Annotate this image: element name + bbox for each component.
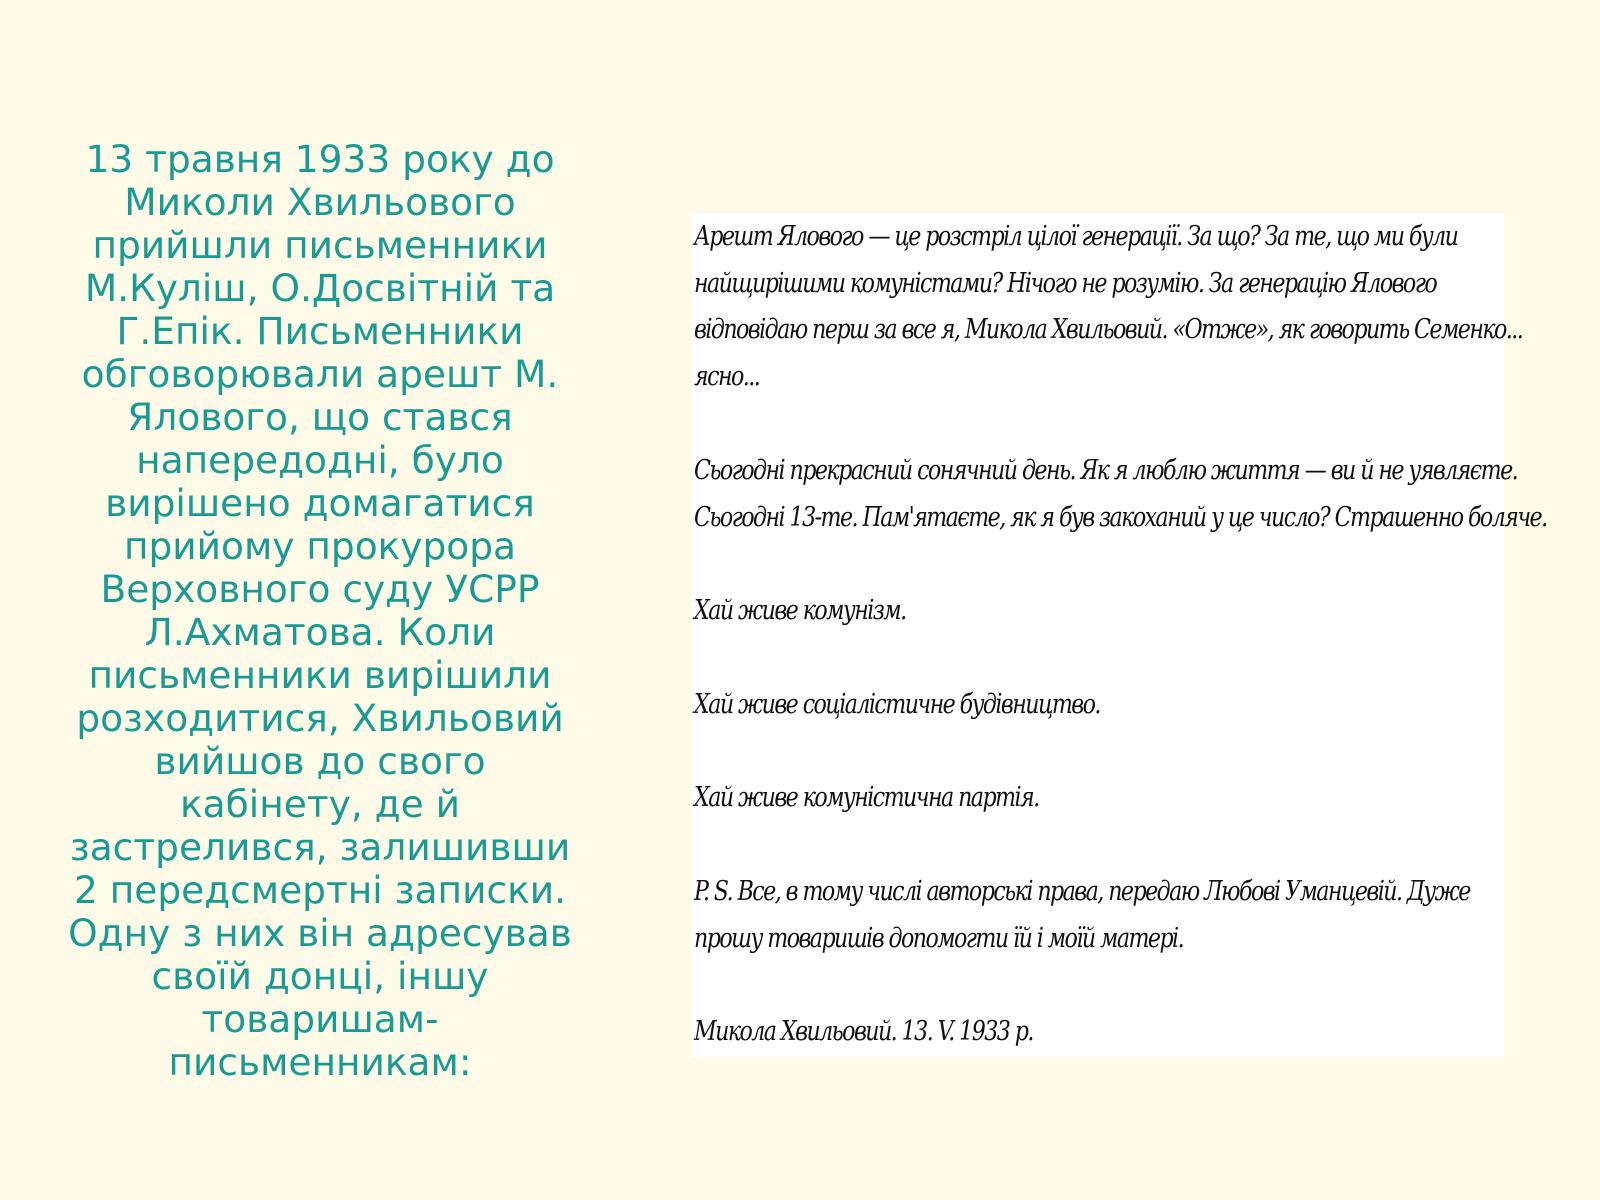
suicide-note-image [692,213,1547,1057]
intro-paragraph: 13 травня 1933 року до Миколи Хвильового прийшли письменники М.Куліш, О.Досвітній та Г.Епік. Письменники обговорювали арешт М. Ялового, що стався напередодні, було вирішено домагатися прийому прокурора Верховного суду УСРР Л.Ахматова. Коли письменники вирішили розходитися, Хвильовий вийшов до свого кабінету, де й застрелився, залишивши 2 передсмертні записки. Одну з них він адресував своїй донці, іншу товаришам- письменникам: [68,137,572,1084]
note-line-5: Сьогодні прекрасний сонячний день. Як я люблю життя — ви й не уявляєте. [694,455,1518,486]
note-line-8: Хай живе соціалістичне будівництво. [694,689,1100,720]
note-line-12: Микола Хвильовий. 13. V. 1933 р. [694,1016,1033,1047]
note-line-6: Сьогодні 13-те. Пам'ятаєте, як я був закоханий у це число? Страшенно боляче. [694,502,1547,533]
note-line-7: Хай живе комунізм. [694,595,906,626]
note-line-4: ясно... [694,361,760,392]
note-line-9: Хай живе комуністична партія. [694,782,1039,813]
note-line-11: прошу товаришів допомогти їй і моїй матері. [694,923,1184,954]
note-line-1: Арешт Ялового — це розстріл цілої генерації. За що? За те, що ми були [694,221,1458,252]
note-line-2: найщирішими комуністами? Нічого не розумію. За генерацію Ялового [694,268,1437,299]
note-line-3: відповідаю перш за все я, Микола Хвильовий. «Отже», як говорить Семенко... [694,314,1523,345]
note-line-10: P. S. Все, в тому числі авторські права, передаю Любові Уманцевій. Дуже [694,876,1470,907]
